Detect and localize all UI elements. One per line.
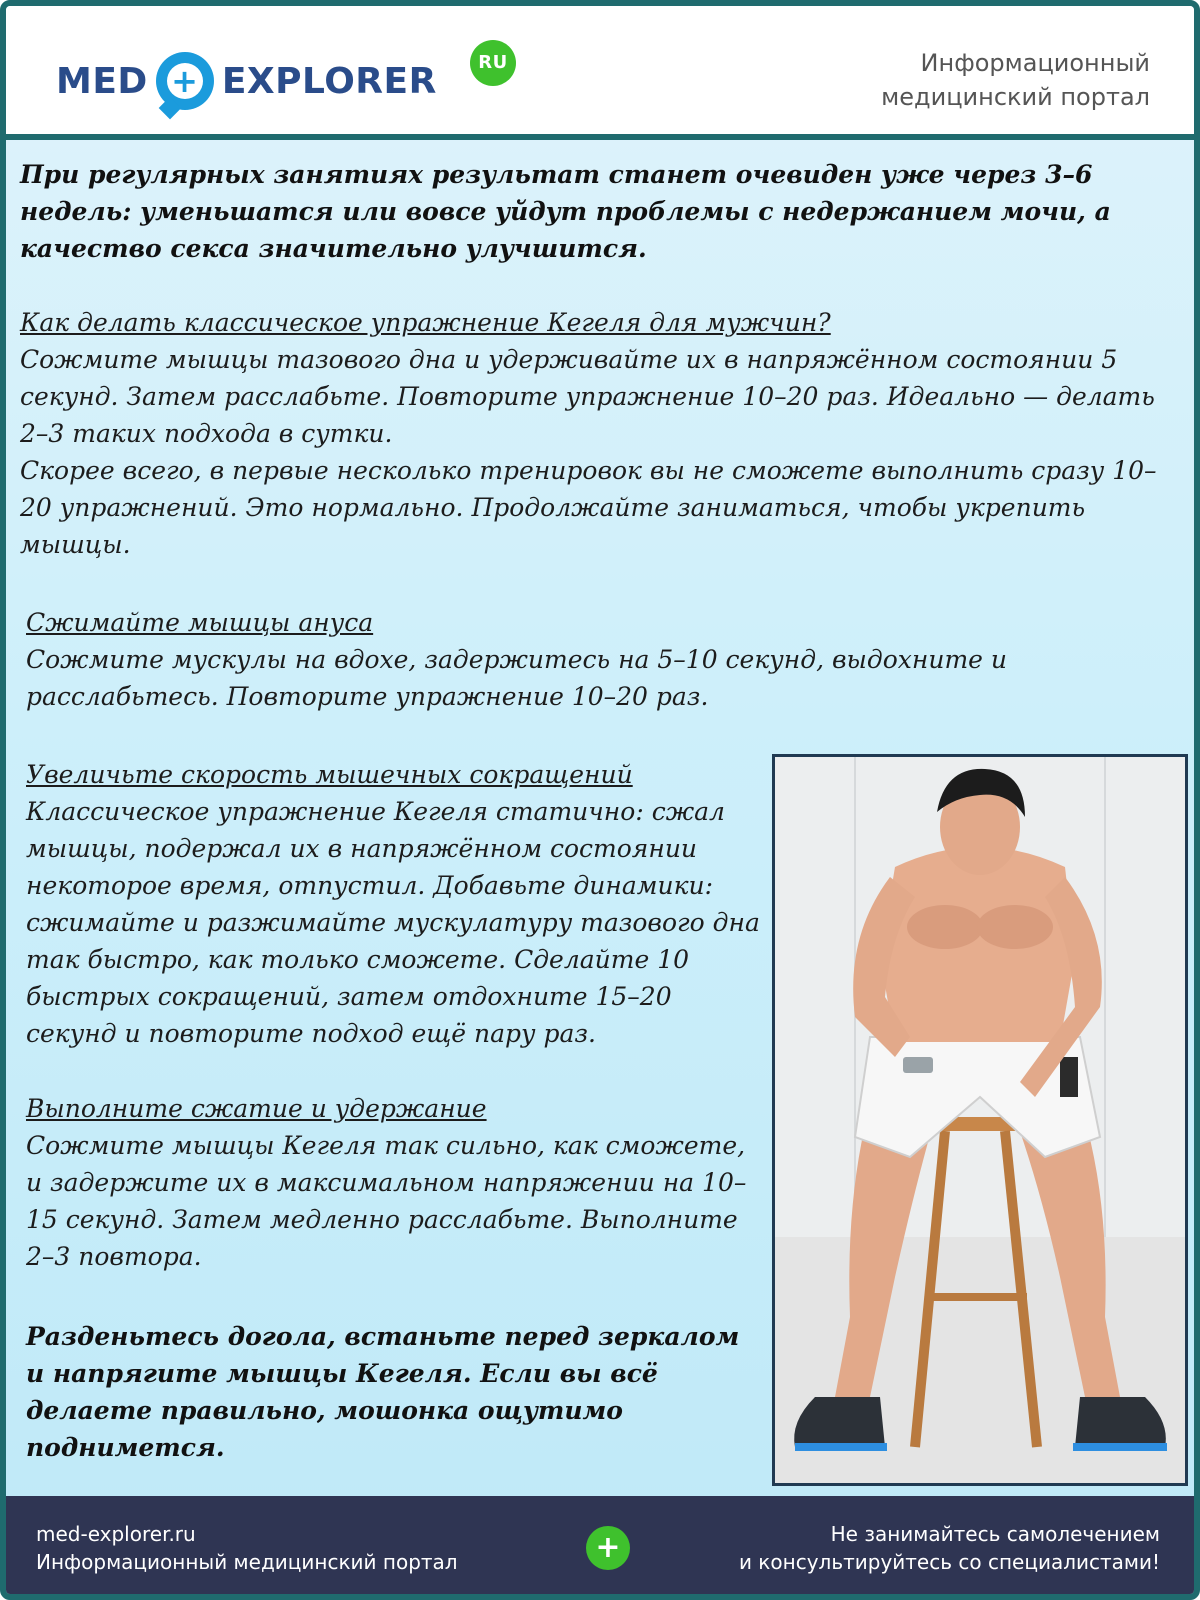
classic-heading: Как делать классическое упражнение Кегеля для мужчин? xyxy=(20,308,831,337)
speed-text: Классическое упражнение Кегеля статично: сжал мышцы, подержал их в напряжённом состоянии некоторое время, отпустил. Добавьте динамики: сжимайте и разжимайте мускулатуру тазового дна так быстро, как только сможете. Сделайте 10 быстрых сокращений, затем отдохните 15–20 секунд и повторите подход ещё пару раз. xyxy=(26,797,760,1048)
plus-icon: + xyxy=(167,63,203,99)
speed-section xyxy=(26,756,761,1052)
hold-text: Сожмите мышцы Кегеля так сильно, как сможете, и задержите их в максимальном напряжении на 10–15 секунд. Затем медленно расслабьте. Выполните 2–3 повтора. xyxy=(26,1131,747,1271)
speed-heading: Увеличьте скорость мышечных сокращений xyxy=(26,760,633,789)
logo-text-med: MED xyxy=(56,60,148,102)
header-tagline xyxy=(881,46,1150,114)
logo-ru-badge: RU xyxy=(470,40,516,86)
footer xyxy=(6,1496,1194,1600)
intro-paragraph: При регулярных занятиях результат станет очевиден уже через 3–6 недель: уменьшатся или вовсе уйдут проблемы с недержанием мочи, а качество секса значительно улучшится. xyxy=(20,160,1111,263)
photo-illustration xyxy=(775,757,1185,1483)
anus-section xyxy=(26,604,1026,715)
classic-text-1: Сожмите мышцы тазового дна и удерживайте их в напряжённом состоянии 5 секунд. Затем расслабьте. Повторите упражнение 10–20 раз. Идеально — делать 2–3 таких подхода в сутки. xyxy=(20,345,1155,448)
footer-plus-icon: + xyxy=(586,1526,630,1570)
hold-section xyxy=(26,1090,761,1275)
footer-warning-line-1: Не занимайтесь самолечением xyxy=(830,1522,1160,1546)
footer-site-desc: Информационный медицинский портал xyxy=(36,1550,458,1574)
outro-section xyxy=(26,1318,761,1466)
logo-chat-icon xyxy=(156,52,214,110)
classic-text-2: Скорее всего, в первые несколько тренировок вы не сможете выполнить сразу 10–20 упражнений. Это нормально. Продолжайте заниматься, чтобы укрепить мышцы. xyxy=(20,456,1157,559)
footer-warning xyxy=(739,1520,1160,1576)
footer-site-link[interactable]: med-explorer.ru xyxy=(36,1522,196,1546)
header xyxy=(6,6,1194,140)
anus-heading: Сжимайте мышцы ануса xyxy=(26,608,374,637)
hold-heading: Выполните сжатие и удержание xyxy=(26,1094,487,1123)
tagline-line-1: Информационный xyxy=(920,49,1150,77)
outro-paragraph: Разденьтесь догола, встаньте перед зеркалом и напрягите мышцы Кегеля. Если вы всё делаете правильно, мошонка ощутимо поднимется. xyxy=(26,1322,740,1462)
footer-site-info xyxy=(36,1520,458,1576)
anus-text: Сожмите мускулы на вдохе, задержитесь на 5–10 секунд, выдохните и расслабьтесь. Повторите упражнение 10–20 раз. xyxy=(26,645,1008,711)
logo-text-explorer: EXPLORER xyxy=(221,60,437,102)
man-on-stool-photo xyxy=(772,754,1188,1486)
site-logo[interactable] xyxy=(56,46,508,116)
article-top xyxy=(20,156,1180,563)
footer-warning-line-2: и консультируйтесь со специалистами! xyxy=(738,1550,1160,1574)
tagline-line-2: медицинский портал xyxy=(881,83,1150,111)
